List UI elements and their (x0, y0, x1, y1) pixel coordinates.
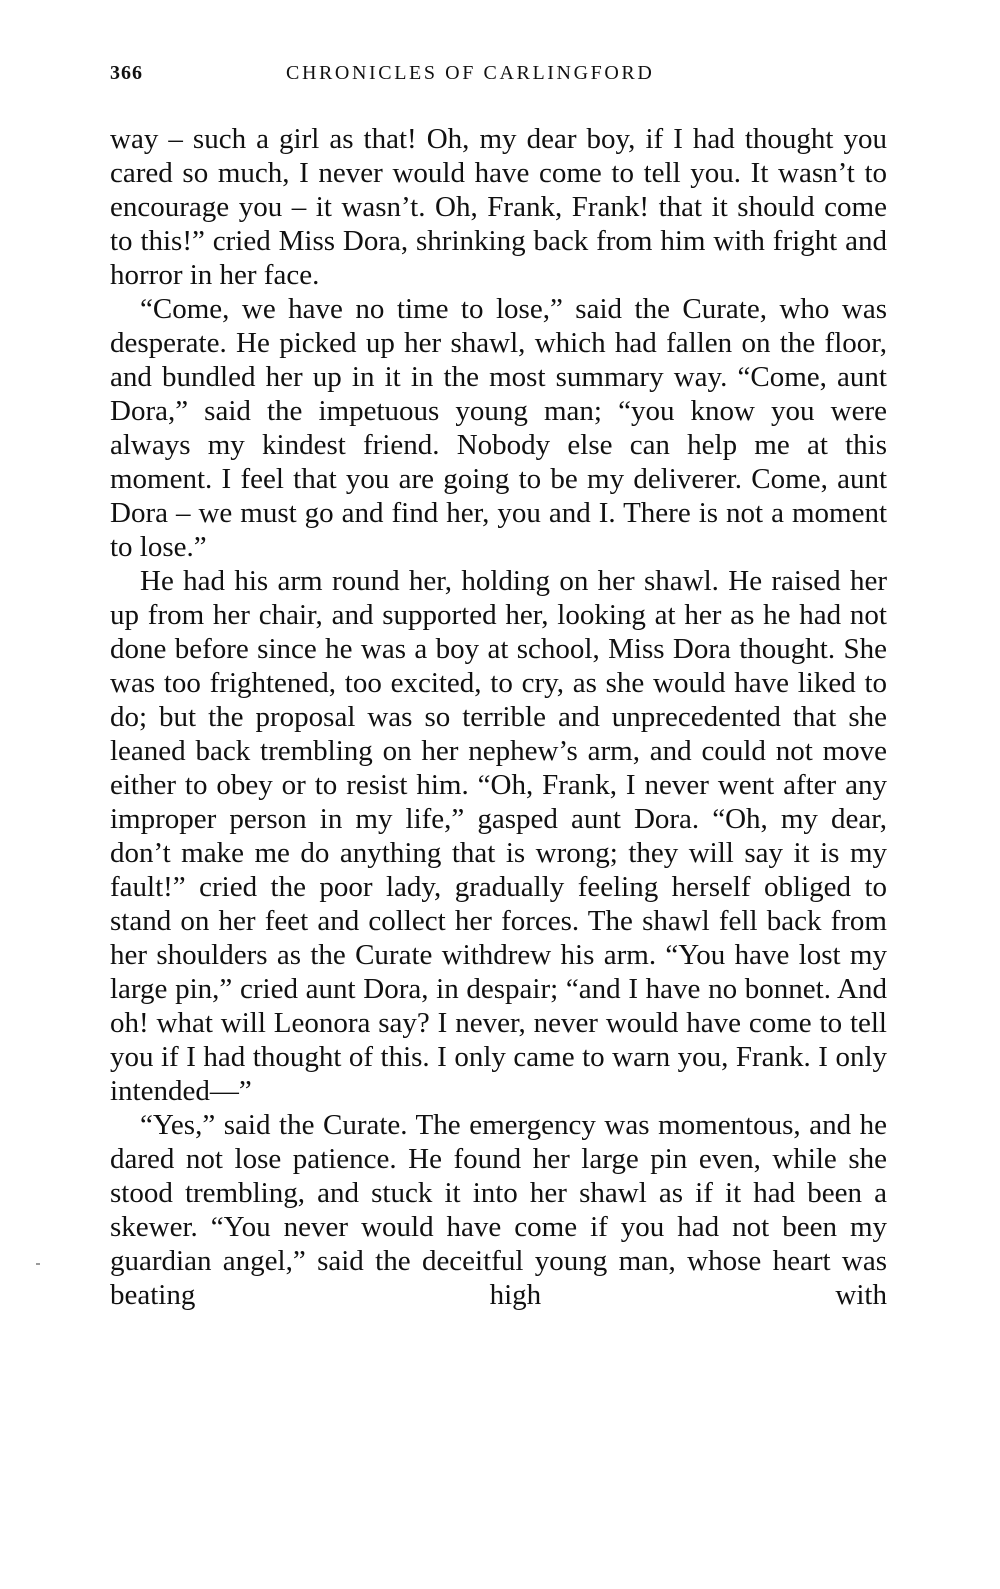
paragraph: “Yes,” said the Curate. The emergency was momentous, and he dared not lose patience. He found her large pin even, while she stood trembling, and stuck it into her shawl as if it had been a skewer. “You never would have come if you had not been my guardian angel,” said the deceitful young man, whose heart was beating high with (110, 1109, 887, 1311)
paragraph: “Come, we have no time to lose,” said the Curate, who was desperate. He picked up her shawl, which had fallen on the floor, and bundled her up in it in the most summary way. “Come, aunt Dora,” said the impetuous young man; “you know you were always my kindest friend. Nobody else can help me at this moment. I feel that you are going to be my deliverer. Come, aunt Dora – we must go and find her, you and I. There is not a moment to lose.” (110, 293, 887, 563)
body-text (110, 122, 887, 1312)
page-number: 366 (110, 62, 143, 84)
page-header (110, 62, 890, 98)
running-head: CHRONICLES OF CARLINGFORD (286, 62, 655, 84)
paragraph: way – such a girl as that! Oh, my dear boy, if I had thought you cared so much, I never would have come to tell you. It wasn’t to encourage you – it wasn’t. Oh, Frank, Frank! that it should come to this!” cried Miss Dora, shrinking back from him with fright and horror in her face. (110, 123, 887, 291)
scan-speck (36, 1263, 40, 1265)
paragraph: He had his arm round her, holding on her shawl. He raised her up from her chair, and supported her, looking at her as he had not done before since he was a boy at school, Miss Dora thought. She was too frightened, too excited, to cry, as she would have liked to do; but the proposal was so terrible and unprecedented that she leaned back trembling on her nephew’s arm, and could not move either to obey or to resist him. “Oh, Frank, I never went after any improper person in my life,” gasped aunt Dora. “Oh, my dear, don’t make me do anything that is wrong; they will say it is my fault!” cried the poor lady, gradually feeling herself obliged to stand on her feet and collect her forces. The shawl fell back from her shoulders as the Curate withdrew his arm. “You have lost my large pin,” cried aunt Dora, in despair; “and I have no bonnet. And oh! what will Leonora say? I never, never would have come to tell you if I had thought of this. I only came to warn you, Frank. I only intended—” (110, 565, 887, 1107)
